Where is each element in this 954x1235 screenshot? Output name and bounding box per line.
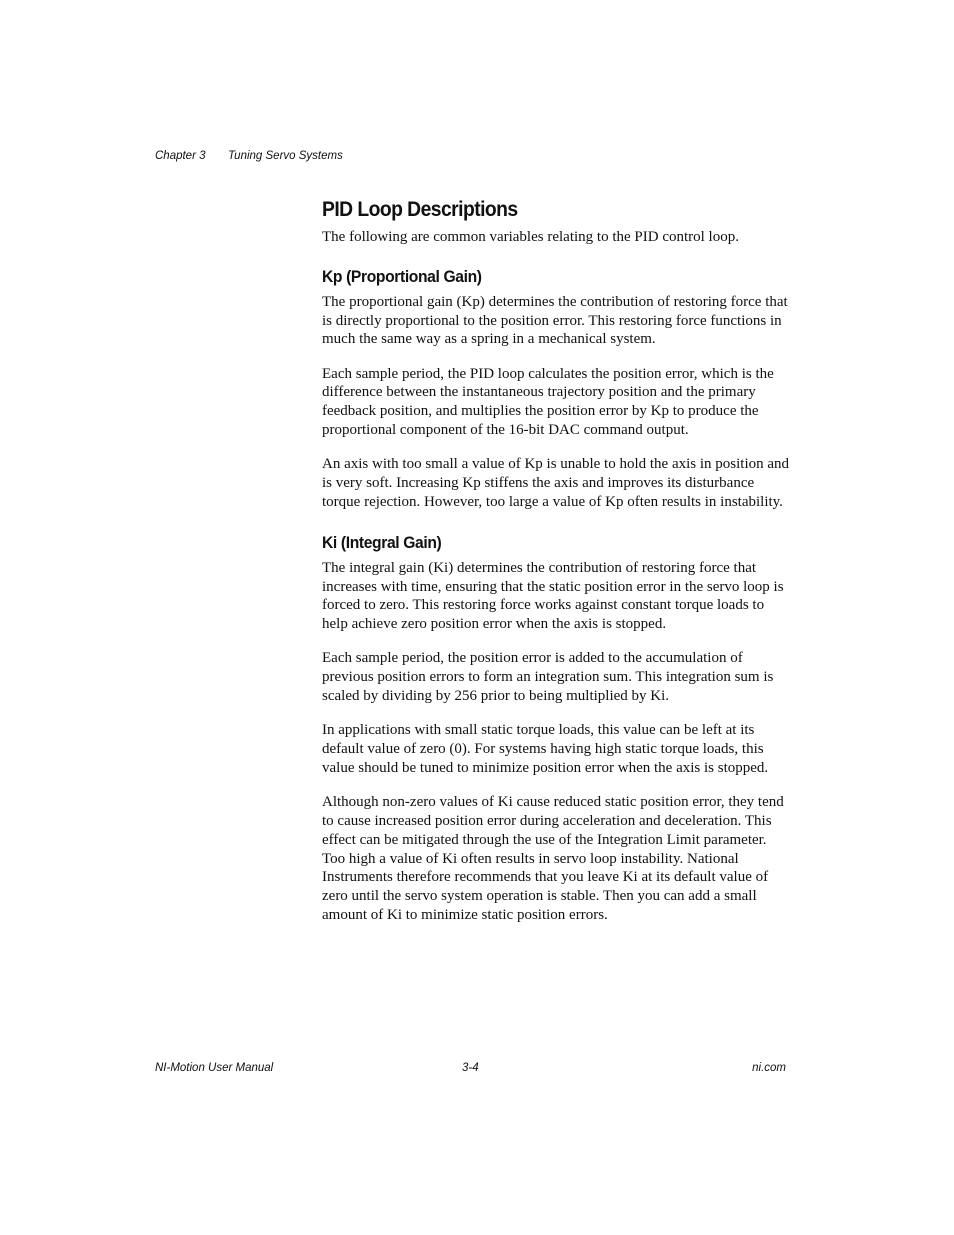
footer-page-number: 3-4 <box>462 1062 479 1074</box>
running-header <box>155 150 343 162</box>
section-title: PID Loop Descriptions <box>322 198 518 221</box>
chapter-title: Tuning Servo Systems <box>228 150 343 162</box>
footer-website-link[interactable]: ni.com <box>752 1062 786 1074</box>
ki-paragraph-3: In applications with small static torque loads, this value can be left at its default value of zero (0). For systems having high static torque loads, this value should be tuned to minimize position error when the axis is stopped. <box>322 722 769 776</box>
ki-heading: Ki (Integral Gain) <box>322 532 442 552</box>
chapter-number: Chapter 3 <box>155 150 206 162</box>
main-content <box>322 198 792 940</box>
ki-paragraph-1: The integral gain (Ki) determines the contribution of restoring force that increases with time, ensuring that the static position error in the servo loop is forced to zero. This restoring force works against constant torque loads to help achieve zero position error when the axis is stopped. <box>322 559 784 633</box>
ki-paragraph-4: Although non-zero values of Ki cause reduced static position error, they tend to cause increased position error during acceleration and deceleration. This effect can be mitigated through the use of the Integration Limit parameter. Too high a value of Ki often results in servo loop instability. National Instruments therefore recommends that you leave Ki at its default value of zero until the servo system operation is stable. Then you can add a small amount of Ki to minimize static position errors. <box>322 794 784 924</box>
ki-paragraph-2: Each sample period, the position error is added to the accumulation of previous position errors to form an integration sum. This integration sum is scaled by dividing by 256 prior to being multiplied by Ki. <box>322 650 774 705</box>
kp-heading: Kp (Proportional Gain) <box>322 266 482 286</box>
kp-paragraph-1: The proportional gain (Kp) determines the contribution of restoring force that is directly proportional to the position error. This restoring force functions in much the same way as a spring in a mechanical system. <box>322 293 788 348</box>
kp-paragraph-2: Each sample period, the PID loop calculates the position error, which is the difference between the instantaneous trajectory position and the primary feedback position, and multiplies the position error by Kp to produce the proportional component of the 16-bit DAC command output. <box>322 365 774 439</box>
footer-manual-title: NI-Motion User Manual <box>155 1062 274 1074</box>
kp-paragraph-3: An axis with too small a value of Kp is unable to hold the axis in position and is very soft. Increasing Kp stiffens the axis and improves its disturbance torque rejection. However, too large a value of Kp often results in instability. <box>322 456 790 510</box>
section-intro: The following are common variables relating to the PID control loop. <box>322 229 739 245</box>
